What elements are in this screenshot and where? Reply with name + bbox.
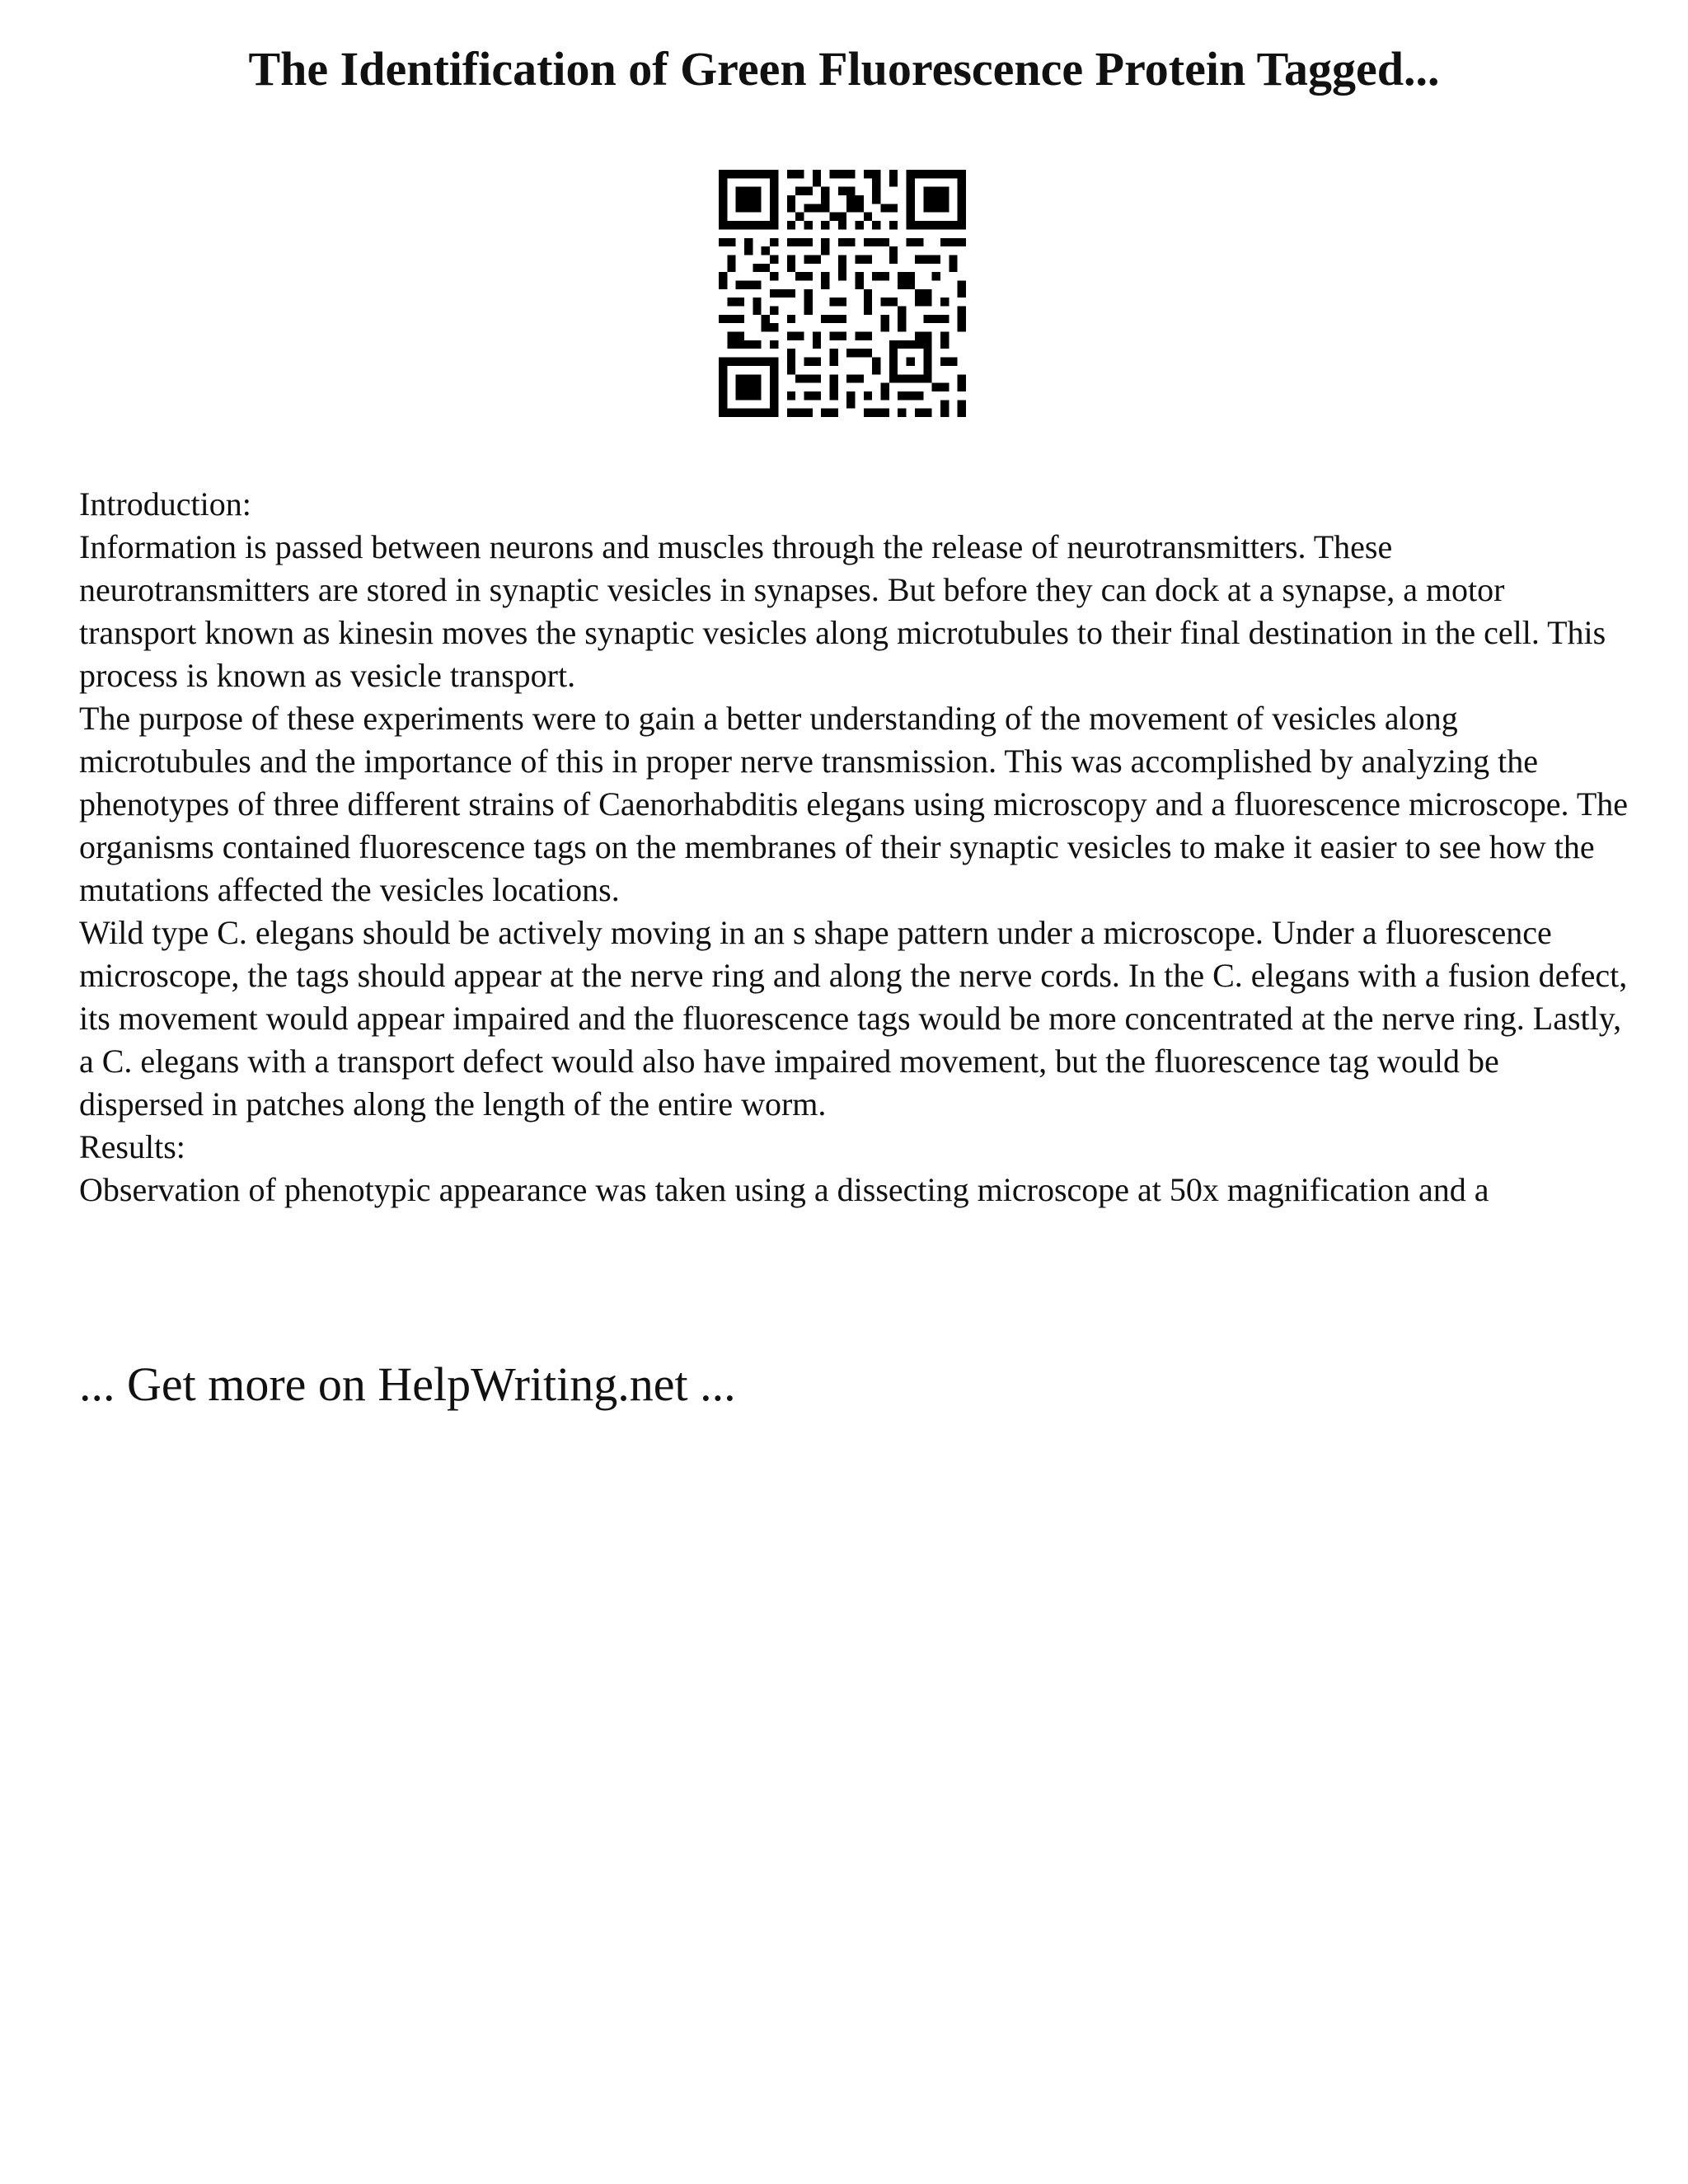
paragraph: The purpose of these experiments were to gain a better understanding of the movement of vesicles along microtubules and the importance of this in proper nerve transmission. This was accomplished by analyzing the phenotypes of three different strains of Caenorhabditis elegans using microscopy and a fluorescence microscope. The organisms contained fluorescence tags on the membranes of their synaptic vesicles to make it easier to see how the mutations affected the vesicles locations. xyxy=(79,700,1629,908)
paragraph: Observation of phenotypic appearance was taken using a dissecting microscope at 50x magnification and a xyxy=(79,1171,1489,1208)
document-body xyxy=(79,483,1629,1212)
section-heading-results: Results: xyxy=(79,1128,185,1165)
get-more-link[interactable]: ... Get more on HelpWriting.net ... xyxy=(79,1357,736,1411)
paragraph: Wild type C. elegans should be actively moving in an s shape pattern under a microscope. Under a fluorescence microscope, the tags should appear at the nerve ring and along the nerve cords. In the C. elegans with a fusion defect, its movement would appear impaired and the fluorescence tags would be more concentrated at the nerve ring. Lastly, a C. elegans with a transport defect would also have impaired movement, but the fluorescence tag would be dispersed in patches along the length of the entire worm. xyxy=(79,914,1628,1122)
section-heading-introduction: Introduction: xyxy=(79,485,251,523)
document-title: The Identification of Green Fluorescence Protein Tagged... xyxy=(248,42,1440,96)
qr-code-icon xyxy=(719,170,966,417)
paragraph: Information is passed between neurons and muscles through the release of neurotransmitters. These neurotransmitters are stored in synaptic vesicles in synapses. But before they can dock at a synapse, a motor transport known as kinesin moves the synaptic vesicles along microtubules to their final destination in the cell. This process is known as vesicle transport. xyxy=(79,528,1606,694)
